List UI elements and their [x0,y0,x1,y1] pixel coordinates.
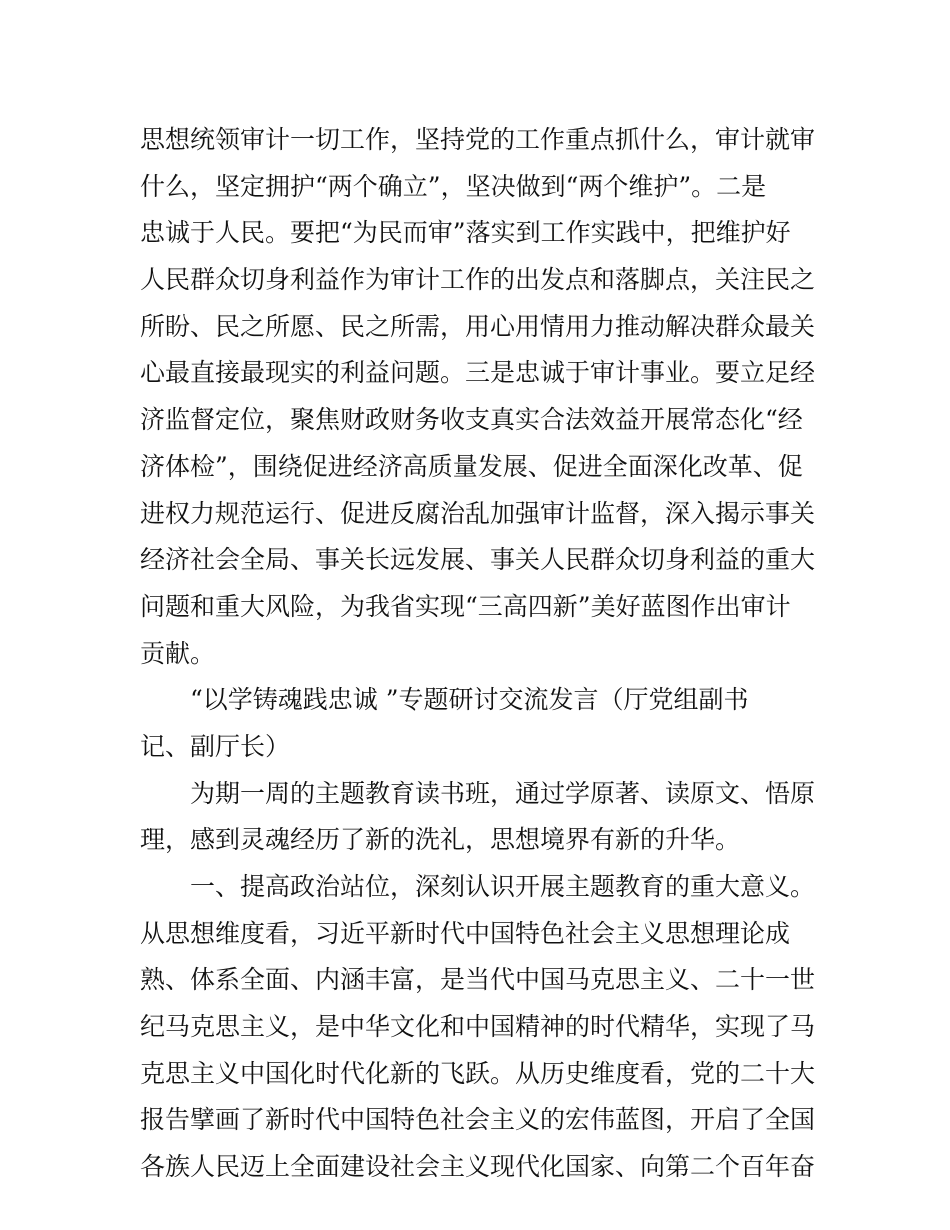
body-line: 贡献。 [140,638,216,668]
body-line: 理，感到灵魂经历了新的洗礼，思想境界有新的升华。 [140,825,741,855]
document-body [140,117,820,1191]
paragraph-start-line: 为期一周的主题教育读书班，通过学原著、读原文、悟原 [190,778,816,808]
section-title-continuation: 记、副厅长） [140,731,291,761]
body-line: 思想统领审计一切工作，坚持党的工作重点抓什么，审计就审 [140,125,816,154]
body-line: 从思想维度看，习近平新时代中国特色社会主义思想理论成 [140,918,791,948]
body-line: 问题和重大风险，为我省实现“三高四新”美好蓝图作出审计 [140,591,791,621]
body-line: 克思主义中国化时代化新的飞跃。从历史维度看，党的二十大 [140,1058,816,1088]
body-line: 熟、体系全面、内涵丰富，是当代中国马克思主义、二十一世 [140,965,816,995]
paragraph-start-line: 一、提高政治站位，深刻认识开展主题教育的重大意义。 [190,872,816,901]
body-line: 心最直接最现实的利益问题。三是忠诚于审计事业。要立足经 [140,358,816,388]
body-line: 什么，坚定拥护“两个确立”，坚决做到“两个维护”。二是 [140,171,767,201]
body-line: 进权力规范运行、促进反腐治乱加强审计监督，深入揭示事关 [140,498,816,528]
body-line: 济监督定位，聚焦财政财务收支真实合法效益开展常态化“经 [140,405,803,435]
section-title: “以学铸魂践忠诚 ”专题研讨交流发言（厅党组副书 [190,685,749,715]
body-line: 忠诚于人民。要把“为民而审”落实到工作实践中，把维护好 [140,218,791,248]
body-line: 报告擘画了新时代中国特色社会主义的宏伟蓝图，开启了全国 [140,1105,816,1135]
body-line: 所盼、民之所愿、民之所需，用心用情用力推动解决群众最关 [140,311,816,341]
body-line: 各族人民迈上全面建设社会主义现代化国家、向第二个百年奋 [140,1152,816,1182]
body-line: 人民群众切身利益作为审计工作的出发点和落脚点，关注民之 [140,265,816,295]
body-line: 经济社会全局、事关长远发展、事关人民群众切身利益的重大 [140,545,816,575]
body-line: 济体检”，围绕促进经济高质量发展、促进全面深化改革、促 [140,451,803,481]
body-line: 纪马克思主义，是中华文化和中国精神的时代精华，实现了马 [140,1012,816,1042]
